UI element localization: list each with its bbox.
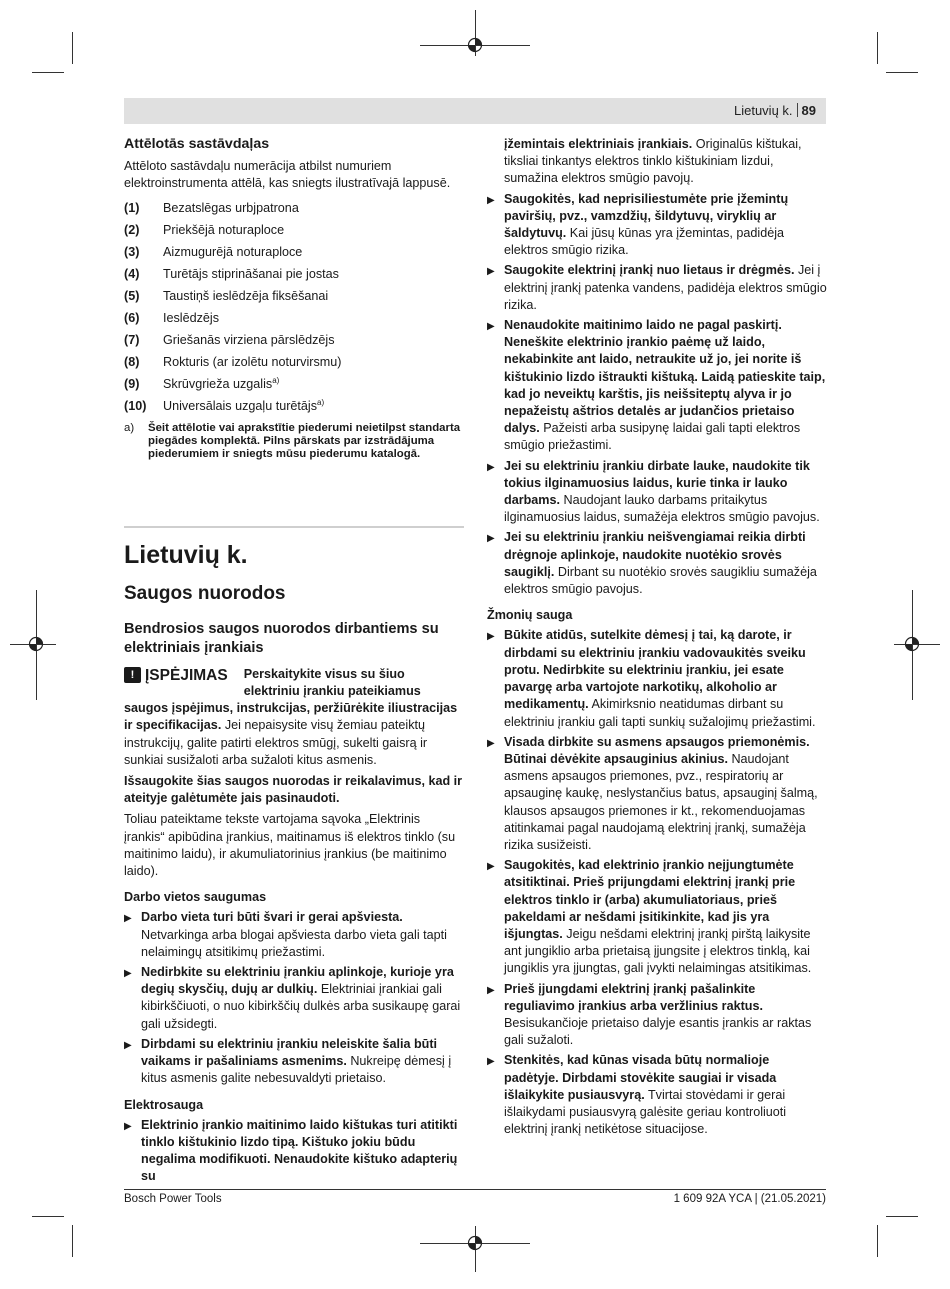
parts-item-number: (4) xyxy=(124,267,140,281)
parts-item xyxy=(124,330,464,352)
electrical-first-bold: Elektrinio įrankio maitinimo laido kištukas turi atitikti tinklo kištukinio lizdo tipą. Kištuko jokiu būdu negalima modifikuoti. Nenaudokite kištuko adapterių su xyxy=(141,1117,458,1184)
electrical-list xyxy=(487,191,827,599)
bullet-arrow-icon: ▶ xyxy=(124,968,132,980)
list-item-bold: Nenaudokite maitinimo laido ne pagal paskirtį. Neneškite elektrinio įrankio paėmę už laido, nekabinkite ant laido, netraukite už jo, jei norite iš kištukinio lizdo ištraukti kištuką. Laidą patieskite taip, kad jo neveiktų karštis, jis neišsiteptų alyva ir jo nepažeistų aštrios detalės ar judančios prietaiso dalys. xyxy=(504,318,826,436)
parts-item-text: Skrūvgrieža uzgalis xyxy=(163,377,273,391)
bullet-arrow-icon: ▶ xyxy=(487,631,495,643)
crop-mark xyxy=(72,1225,73,1257)
list-item-text xyxy=(504,262,827,314)
parts-item-text: Rokturis (ar izolētu noturvirsmu) xyxy=(163,355,342,369)
list-item-text xyxy=(141,1036,464,1088)
bullet-arrow-icon: ▶ xyxy=(487,737,495,749)
footnote-ref: a) xyxy=(272,375,280,385)
parts-item-number: (1) xyxy=(124,201,140,215)
parts-item xyxy=(124,264,464,286)
general-title: Bendrosios saugos nuorodos dirbantiems su elektriniais įrankiais xyxy=(124,620,439,656)
parts-item-text: Priekšējā noturaploce xyxy=(163,223,285,237)
bullet-arrow-icon: ▶ xyxy=(487,533,495,545)
list-item xyxy=(487,627,827,730)
registration-mark-icon xyxy=(467,1235,483,1251)
warning-block xyxy=(124,666,464,769)
parts-list xyxy=(124,198,464,418)
parts-item xyxy=(124,352,464,374)
parts-item-number: (9) xyxy=(124,377,140,391)
crop-mark xyxy=(72,32,73,64)
list-item xyxy=(124,964,464,1033)
bullet-arrow-icon: ▶ xyxy=(487,321,495,333)
warning-bold: Perskaitykite visus su šiuo elektriniu įrankiu pateikiamus saugos įspėjimus, instrukcijas, peržiūrėkite iliustracijas ir specifikacijas. xyxy=(124,666,458,733)
list-item xyxy=(487,734,827,854)
list-item-bold: Jei su elektriniu įrankiu neišvengiamai reikia dirbti drėgnoje aplinkoje, naudokite nuotėkio srovės saugiklį. xyxy=(504,530,806,579)
bullet-arrow-icon: ▶ xyxy=(487,1056,495,1068)
warning-text: Jei nepaisysite visų žemiau pateiktų instrukcijų, galite patirti elektros smūgį, sukelti gaisrą ir sunkiai susižaloti arba sužaloti kitus asmenis. xyxy=(124,718,428,767)
list-item-bold: Saugokite elektrinį įrankį nuo lietaus ir drėgmės. xyxy=(504,263,795,278)
page-number: 89 xyxy=(801,103,816,118)
people-list xyxy=(487,627,827,1138)
bullet-arrow-icon: ▶ xyxy=(124,1039,132,1051)
parts-item-number: (6) xyxy=(124,311,140,325)
bullet-arrow-icon: ▶ xyxy=(124,1120,132,1132)
parts-item xyxy=(124,396,464,418)
crop-mark xyxy=(886,1216,918,1217)
list-item xyxy=(487,136,827,188)
warning-icon-glyph: ! xyxy=(130,669,135,682)
parts-item-number: (7) xyxy=(124,333,140,347)
parts-item-text: Turētājs stiprināšanai pie jostas xyxy=(163,267,339,281)
parts-intro: Attēloto sastāvdaļu numerācija atbilst numuriem elektroinstrumenta attēlā, kas sniegts ilustratīvajā lappusē. xyxy=(124,159,451,191)
header-separator xyxy=(797,103,798,117)
crop-mark xyxy=(877,1225,878,1257)
left-column xyxy=(124,136,464,1189)
registration-mark-icon xyxy=(28,636,44,652)
parts-item-text: Aizmugurējā noturaploce xyxy=(163,245,303,259)
parts-item-number: (5) xyxy=(124,289,140,303)
parts-item-label xyxy=(163,354,341,371)
parts-item-text: Bezatslēgas urbjpatrona xyxy=(163,201,299,215)
parts-item xyxy=(124,220,464,242)
list-item-plain: Elektriniai įrankiai gali kibirkščiuoti, o nuo kibirkščių dulkės arba susikaupę garai gali užsidegti. xyxy=(141,982,461,1031)
header-language: Lietuvių k. xyxy=(733,103,793,118)
electrical-cont-bold: įžemintais elektriniais įrankiais. xyxy=(504,137,693,151)
list-item xyxy=(487,857,827,977)
parts-item-label xyxy=(163,376,279,393)
parts-item-label xyxy=(163,310,219,327)
warning-icon xyxy=(124,667,141,683)
list-item xyxy=(487,529,827,598)
people-title: Žmonių sauga xyxy=(487,608,573,623)
work-area-list xyxy=(124,909,464,1087)
section-divider xyxy=(124,526,464,528)
list-item-text xyxy=(504,191,827,260)
parts-item-text: Ieslēdzējs xyxy=(163,311,220,325)
term-definition: Toliau pateiktame tekste vartojama sąvoka „Elektrinis įrankis“ apibūdina įrankius, maitinamus iš elektros tinklo (su maitinimo laidu), ir akumuliatorinius įrankius (be maitinimo laido). xyxy=(124,812,456,879)
list-item-text xyxy=(504,1052,827,1138)
list-item-text xyxy=(504,458,827,527)
registration-mark-icon xyxy=(467,37,483,53)
list-item-text xyxy=(504,734,827,854)
list-item-bold: Nedirbkite su elektriniu įrankiu aplinkoje, kurioje yra degių skysčių, dujų ar dulkių. xyxy=(141,965,454,997)
list-item-text xyxy=(504,857,827,977)
list-item-bold: Būkite atidūs, sutelkite dėmesį į tai, ką darote, ir dirbdami su elektriniu įrankiu vadovaukitės sveiku protu. Nedirbkite su elektriniu įrankiu, jei esate pavargę arba vartojote narkotikų, alkoholio ar medikamentų. xyxy=(504,628,806,712)
parts-item-number: (3) xyxy=(124,245,140,259)
list-item-bold: Prieš įjungdami elektrinį įrankį pašalinkite reguliavimo įrankius arba veržlinius raktus. xyxy=(504,981,763,1013)
parts-item-text: Taustiņš ieslēdzēja fiksēšanai xyxy=(163,289,329,303)
parts-item-label xyxy=(163,398,324,415)
list-item-text xyxy=(504,529,827,598)
list-item xyxy=(124,1117,464,1186)
parts-item xyxy=(124,286,464,308)
parts-footnote xyxy=(124,422,464,462)
parts-item xyxy=(124,374,464,396)
parts-title: Attēlotās sastāvdaļas xyxy=(124,136,270,152)
list-item-bold: Darbo vieta turi būti švari ir gerai apšviesta. xyxy=(141,910,403,925)
list-item-text xyxy=(141,909,464,961)
footer-docref: 1 609 92A YCA | (21.05.2021) xyxy=(673,1193,826,1205)
parts-item-text: Universālais uzgaļu turētājs xyxy=(163,399,317,413)
list-item-bold: Saugokitės, kad neprisiliestumėte prie įžemintų paviršių, pvz., vamzdžių, šildytuvų, viryklių ar šaldytuvų. xyxy=(504,191,789,241)
list-item xyxy=(487,191,827,260)
list-item xyxy=(124,909,464,961)
parts-item xyxy=(124,242,464,264)
parts-item-label xyxy=(163,332,335,349)
list-item-plain: Jeigu nešdami elektrinį įrankį pirštą laikysite ant jungiklio arba prietaisą įjungsite į elektros tinklą, kai jungiklis yra įjungtas, gali įvykti nelaimingas atsitikimas. xyxy=(504,926,812,976)
parts-item-label xyxy=(163,266,339,283)
parts-item-label xyxy=(163,200,299,217)
bullet-arrow-icon: ▶ xyxy=(487,194,495,206)
bullet-arrow-icon: ▶ xyxy=(487,461,495,473)
warning-label: ĮSPĖJIMAS xyxy=(145,666,228,684)
list-item-bold: Stenkitės, kad kūnas visada būtų normalioje padėtyje. Dirbdami stovėkite saugiai ir visada išlaikykite pusiausvyrą. xyxy=(504,1053,777,1102)
registration-mark-icon xyxy=(904,636,920,652)
crop-mark xyxy=(32,72,64,73)
list-item-text xyxy=(504,627,827,730)
language-title: Lietuvių k. xyxy=(124,540,248,569)
keep-instructions: Išsaugokite šias saugos nuorodas ir reikalavimus, kad ir ateityje galėtumėte jais pasinaudoti. xyxy=(124,774,463,806)
list-item-bold: Jei su elektriniu įrankiu dirbate lauke, naudokite tik tokius ilginamuosius laidus, kurie tinka ir lauko darbams. xyxy=(504,458,810,508)
list-item-plain: Akimirksnio neatidumas dirbant su elektriniu įrankiu gali tapti sunkių sužalojimų priežastimi. xyxy=(504,697,816,729)
list-item-continuation xyxy=(504,136,827,188)
bullet-arrow-icon: ▶ xyxy=(487,861,495,873)
warning-badge xyxy=(124,666,228,685)
bullet-arrow-icon: ▶ xyxy=(487,984,495,996)
list-item-bold: Saugokitės, kad elektrinio įrankio neįjungtumėte atsitiktinai. Prieš prijungdami elektrinį įrankį prie elektros tinklo ir (arba) akumuliatoriaus, prieš pakeldami ar nešdami įsitikinkite, kad jis yra išjungtas. xyxy=(504,858,796,941)
footnote-ref: a) xyxy=(317,397,325,407)
list-item xyxy=(124,1036,464,1088)
list-item-plain: Netvarkinga arba blogai apšviesta darbo vieta gali tapti nelaimingų atsitikimų priežastimi. xyxy=(141,927,447,959)
list-item xyxy=(487,458,827,527)
list-item-bold: Dirbdami su elektriniu įrankiu neleiskite šalia būti vaikams ir pašaliniams asmenims. xyxy=(141,1036,438,1069)
list-item-text xyxy=(504,981,827,1050)
list-item-bold: Visada dirbkite su asmens apsaugos priemonėmis. Būtinai dėvėkite apsauginius akinius. xyxy=(504,734,810,766)
list-item-text xyxy=(141,964,464,1033)
right-column xyxy=(487,136,827,1141)
list-item-plain: Pažeisti arba susipynę laidai gali tapti elektros smūgio priežastimi. xyxy=(504,421,801,453)
parts-item-number: (2) xyxy=(124,223,140,237)
parts-item xyxy=(124,198,464,220)
list-item-plain: Naudojant asmens apsaugos priemones, pvz., respiratorių ar apsauginę kaukę, neslystančius batus, apsauginį šalmą, klausos apsaugos priemones ir kt., rekomenduojamas atitinkamai pagal naudojamą elektrinį įrankį, sumažėja rizika susižeisti. xyxy=(504,751,818,852)
footnote-mark: a) xyxy=(124,421,135,434)
electrical-cont-text: Originalūs kištukai, tiksliai tinkantys elektros tinklo kištukiniam lizdui, sumažina elektros smūgio pavojų. xyxy=(504,137,802,186)
work-area-title: Darbo vietos saugumas xyxy=(124,890,267,905)
parts-item-number: (10) xyxy=(124,399,147,413)
crop-mark xyxy=(877,32,878,64)
list-item-plain: Tvirtai stovėdami ir gerai išlaikydami pusiausvyrą galėsite geriau kontroliuoti elektrinį įrankį netikėtose situacijose. xyxy=(504,1087,787,1137)
list-item xyxy=(487,262,827,314)
list-item-plain: Naudojant lauko darbams pritaikytus ilginamuosius laidus, sumažėja elektros smūgio pavojus. xyxy=(504,493,820,525)
parts-item-label xyxy=(163,244,302,261)
parts-item-text: Griešanās virziena pārslēdzējs xyxy=(163,333,335,347)
list-item xyxy=(487,1052,827,1138)
header-text xyxy=(734,102,816,119)
parts-item-number: (8) xyxy=(124,355,140,369)
list-item-plain: Dirbant su nuotėkio srovės saugikliu sumažėja elektros smūgio pavojus. xyxy=(504,564,817,597)
footer-rule xyxy=(124,1189,826,1190)
list-item xyxy=(487,317,827,455)
list-item-plain: Jei į elektrinį įrankį patenka vandens, padidėja elektros smūgio rizika. xyxy=(504,263,827,312)
crop-mark xyxy=(32,1216,64,1217)
crop-mark xyxy=(886,72,918,73)
page-header xyxy=(124,98,826,124)
list-item xyxy=(487,981,827,1050)
parts-item-label xyxy=(163,222,284,239)
parts-item-label xyxy=(163,288,328,305)
bullet-arrow-icon: ▶ xyxy=(124,913,132,925)
footer-brand: Bosch Power Tools xyxy=(124,1193,222,1205)
list-item-plain: Besisukančioje prietaiso dalyje esantis įrankis ar raktas gali sužaloti. xyxy=(504,1015,812,1048)
section-title: Saugos nuorodos xyxy=(124,582,286,604)
parts-item xyxy=(124,308,464,330)
list-item-plain: Nukreipę dėmesį į kitus asmenis galite nebesuvaldyti prietaiso. xyxy=(141,1054,452,1086)
list-item-plain: Kai jūsų kūnas yra įžemintas, padidėja elektros smūgio rizika. xyxy=(504,226,785,258)
list-item-text xyxy=(504,317,827,455)
electrical-title: Elektrosauga xyxy=(124,1097,204,1112)
footnote-text: Šeit attēlotie vai aprakstītie piederumi neietilpst standarta piegādes komplektā. Pilns pārskats par izstrādājuma piederumiem ir sniegts mūsu piederumu katalogā. xyxy=(148,421,461,461)
bullet-arrow-icon: ▶ xyxy=(487,266,495,278)
